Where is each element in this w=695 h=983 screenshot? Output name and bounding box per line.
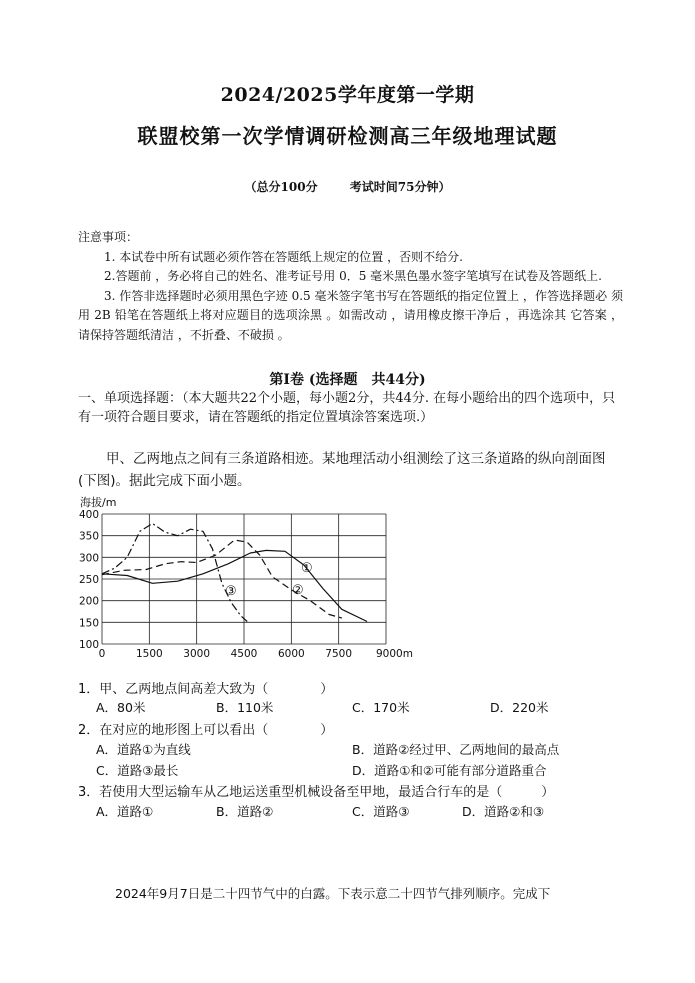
y-tick-label: 100 [78,639,99,651]
chart-series [102,524,367,622]
next-question-intro: 2024年9月7日是二十四节气中的白露。下表示意二十四节气排列顺序。完成下 [115,886,551,901]
total-score: （总分100分 [244,180,318,194]
q3-option-b: B．道路② [216,804,274,819]
x-tick-label: 4500 [230,648,258,660]
q1-option-d: D．220米 [490,700,549,715]
road-3-line [102,524,247,622]
y-tick-label: 150 [78,617,99,630]
q3-option-a: A．道路① [96,804,154,819]
y-tick-label: 300 [78,552,99,565]
y-tick-label: 400 [78,509,99,521]
q2-option-b: B．道路②经过甲、乙两地间的最高点 [352,742,560,757]
question-1-stem: 1．甲、乙两地点间高差大致为（ ） [78,682,334,697]
x-tick-label: 3000 [183,648,211,660]
q1-option-b: B．110米 [216,700,274,715]
q3-option-c: C．道路③ [352,804,410,819]
question-2-stem: 2．在对应的地形图上可以看出（ ） [78,723,334,738]
score-time-line [0,178,695,195]
note-item-2: 2.答题前 ，务必将自己的姓名、准考证号用 0．5 毫米黑色墨水签字笔填写在试卷及答题纸上. [104,269,602,283]
y-tick-label: 250 [78,574,99,586]
section-title: 第Ⅰ卷 (选择题 共44分) [269,372,426,388]
x-tick-label: 9000m [376,648,413,660]
series-label-1: ① [301,561,313,576]
exam-title: 联盟校第一次学情调研检测高三年级地理试题 [137,124,558,148]
series-label-2: ② [292,583,304,598]
q2-option-c: C．道路③最长 [96,763,179,778]
q2-option-d: D．道路①和②可能有部分道路重合 [352,763,547,778]
exam-year-title: 2024/2025学年度第一学期 [220,84,475,106]
section-instruction: 一、单项选择题：（本大题共22个小题，每小题2分，共44分. 在每小题给出的四个选项中，只有一项符合题目要求，请在答题纸的指定位置填涂答案选项.） [78,391,616,425]
road-profile-chart [74,494,414,664]
y-tick-label: 200 [78,595,99,608]
chart-ticks [79,509,413,660]
x-tick-label: 7500 [325,648,353,660]
note-item-3: 3. 作答非选择题时必须用黑色字迹 0.5 毫米签字笔书写在答题纸的指定位置上 ，作答选择题必 须用 2B 铅笔在答题纸上将对应题目的选项涂黑 。如需改动 ，请用橡皮擦干净后 ，再选涂其 它答案 ，请保持答题纸清洁 ，不折叠、不破损 。 [78,288,623,342]
exam-notes [78,228,623,345]
note-item-1: 1. 本试卷中所有试题必须作答在答题纸上规定的位置 ，否则不给分. [104,249,463,264]
question-intro: 甲、乙两地点之间有三条道路相迹。某地理活动小组测绘了这三条道路的纵向剖面图(下图)。据此完成下面小题。 [78,451,606,489]
q2-option-a: A．道路①为直线 [96,742,191,757]
exam-time: 考试时间75分钟） [349,180,451,194]
question-3-stem: 3．若使用大型运输车从乙地运送重型机械设备至甲地，最适合行车的是（ ） [78,785,555,800]
notes-heading: 注意事项： [78,230,139,244]
x-tick-label: 1500 [135,648,163,660]
y-tick-label: 350 [78,530,99,543]
q1-option-a: A．80米 [96,700,146,715]
x-tick-label: 6000 [277,648,305,660]
series-label-3: ③ [225,584,237,599]
y-axis-label: 海拔/m [80,496,117,509]
q1-option-c: C．170米 [352,700,410,715]
x-tick-label: 0 [98,648,106,660]
chart-grid [102,514,386,644]
q3-option-d: D．道路②和③ [462,804,545,819]
